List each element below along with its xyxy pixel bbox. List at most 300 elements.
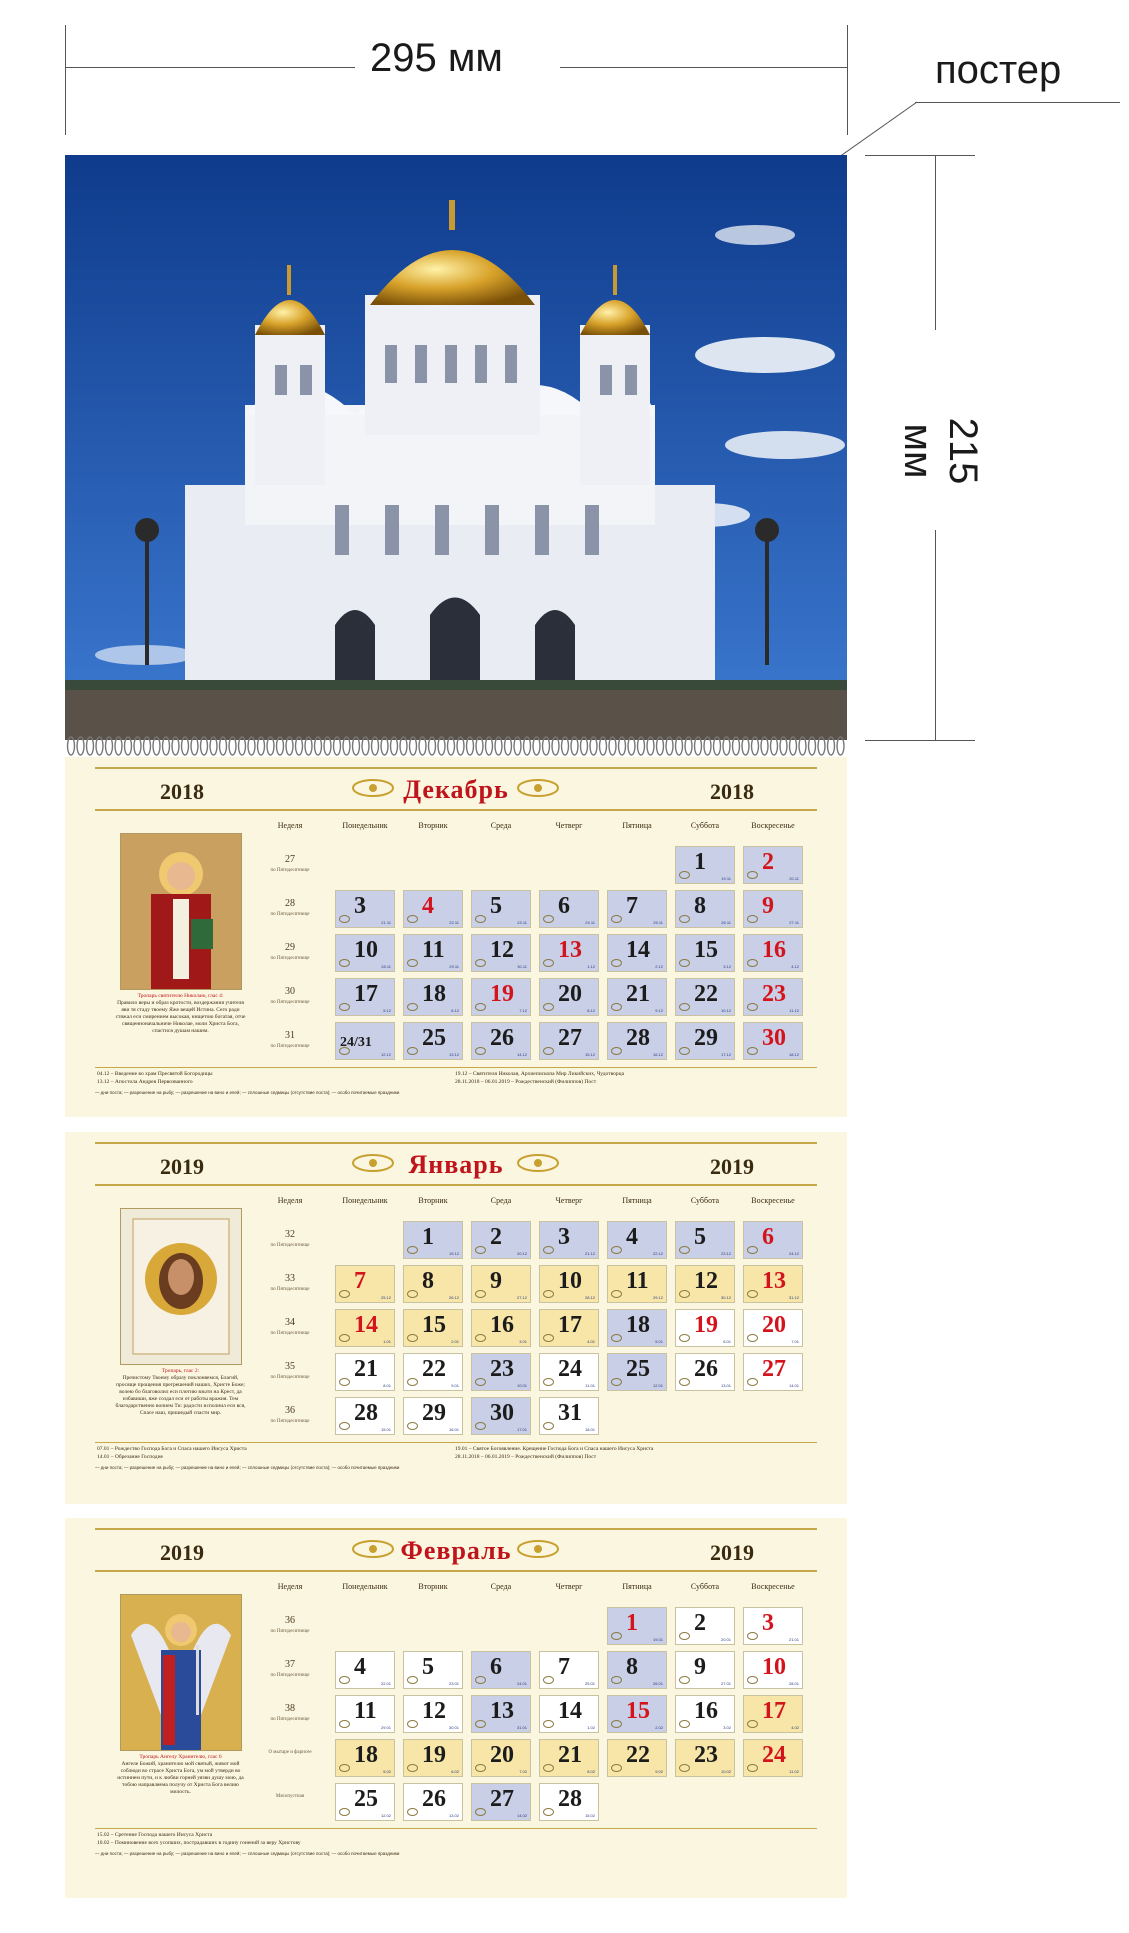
old-style-date: 10.01 xyxy=(516,1383,527,1388)
fast-marker-icon xyxy=(611,959,622,967)
old-style-date: 25.11 xyxy=(653,920,663,925)
day-number: 3 xyxy=(354,893,366,919)
day-cell[interactable] xyxy=(471,890,531,928)
fast-marker-icon xyxy=(339,915,350,923)
day-number: 23 xyxy=(762,981,786,1007)
fast-marker-icon xyxy=(543,1334,554,1342)
old-style-date: 11.01 xyxy=(585,1383,595,1388)
day-cell[interactable] xyxy=(335,1022,395,1060)
weekday-header: Суббота xyxy=(690,1196,720,1205)
fast-marker-icon xyxy=(475,1246,486,1254)
spiral-ring xyxy=(106,737,113,755)
old-style-date: 15.12 xyxy=(584,1052,595,1057)
old-style-date: 3.02 xyxy=(723,1725,731,1730)
feasts-border xyxy=(95,1067,817,1068)
fast-marker-icon xyxy=(543,1246,554,1254)
weekday-header: Вторник xyxy=(418,821,448,830)
day-cell[interactable] xyxy=(539,1265,599,1303)
day-cell[interactable] xyxy=(403,1309,463,1347)
day-cell[interactable] xyxy=(335,1397,395,1435)
month-title: Январь xyxy=(408,1150,504,1179)
day-cell[interactable] xyxy=(539,1221,599,1259)
month-sheet-0 xyxy=(65,757,847,1117)
week-subtitle: по Пятидесятнице xyxy=(270,1044,310,1049)
day-cell[interactable] xyxy=(403,1265,463,1303)
day-number: 22 xyxy=(694,981,718,1007)
feast-line: 14.01 – Обрезание Господне xyxy=(97,1454,163,1460)
day-cell[interactable] xyxy=(607,978,667,1016)
week-number: 33 xyxy=(285,1273,295,1284)
day-number: 8 xyxy=(626,1654,638,1680)
troparion-title: Тропарь святителю Николаю, глас 4: xyxy=(137,993,224,999)
day-number: 26 xyxy=(490,1025,514,1051)
day-cell[interactable] xyxy=(403,1353,463,1391)
old-style-date: 2.02 xyxy=(655,1725,663,1730)
old-style-date: 5.12 xyxy=(383,1008,391,1013)
old-style-date: 21.01 xyxy=(788,1637,799,1642)
old-style-date: 24.11 xyxy=(585,920,595,925)
month-title: Февраль xyxy=(400,1536,512,1565)
old-style-date: 11.02 xyxy=(789,1769,799,1774)
day-cell[interactable] xyxy=(335,978,395,1016)
old-style-date: 15.02 xyxy=(584,1813,595,1818)
week-label xyxy=(260,1361,320,1383)
day-cell[interactable] xyxy=(607,1265,667,1303)
week-label xyxy=(260,1703,320,1725)
spiral-ring xyxy=(571,737,578,755)
weekday-header: Вторник xyxy=(418,1582,448,1591)
day-cell[interactable] xyxy=(675,1221,735,1259)
day-number: 13 xyxy=(762,1268,786,1294)
day-cell[interactable] xyxy=(471,1739,531,1777)
old-style-date: 26.12 xyxy=(448,1295,459,1300)
old-style-date: 8.02 xyxy=(587,1769,595,1774)
day-number: 3 xyxy=(762,1610,774,1636)
week-label xyxy=(260,1229,320,1251)
spiral-ring xyxy=(419,737,426,755)
day-cell[interactable] xyxy=(403,1022,463,1060)
day-number: 28 xyxy=(558,1786,582,1812)
day-cell[interactable] xyxy=(743,1265,803,1303)
day-cell[interactable] xyxy=(743,1607,803,1645)
spiral-ring xyxy=(324,737,331,755)
day-cell[interactable] xyxy=(675,1353,735,1391)
old-style-date: 7.01 xyxy=(791,1339,799,1344)
weekday-header: Пятница xyxy=(622,821,652,830)
day-cell[interactable] xyxy=(335,1309,395,1347)
day-cell[interactable] xyxy=(471,1353,531,1391)
day-cell[interactable] xyxy=(607,934,667,972)
day-number: 26 xyxy=(422,1786,446,1812)
day-cell[interactable] xyxy=(539,1695,599,1733)
fast-marker-icon xyxy=(475,1047,486,1055)
week-number: 30 xyxy=(285,986,295,997)
spiral-ring xyxy=(172,737,179,755)
day-number: 19 xyxy=(422,1742,446,1768)
day-cell[interactable] xyxy=(403,1739,463,1777)
fast-marker-icon xyxy=(747,1378,758,1386)
fast-marker-icon xyxy=(747,871,758,879)
day-number: 4 xyxy=(422,893,434,919)
old-style-date: 1.12 xyxy=(587,964,595,969)
spiral-ring xyxy=(220,737,227,755)
fast-marker-icon xyxy=(339,1422,350,1430)
day-cell[interactable] xyxy=(471,934,531,972)
spiral-binding xyxy=(65,735,847,757)
day-number: 28 xyxy=(626,1025,650,1051)
day-number: 4 xyxy=(354,1654,366,1680)
day-cell[interactable] xyxy=(539,1022,599,1060)
fast-marker-icon xyxy=(407,915,418,923)
spiral-ring xyxy=(400,737,407,755)
day-cell[interactable] xyxy=(607,1022,667,1060)
day-cell[interactable] xyxy=(403,1397,463,1435)
spiral-ring xyxy=(125,737,132,755)
day-cell[interactable] xyxy=(471,978,531,1016)
day-number: 27 xyxy=(762,1356,786,1382)
old-style-date: 20.11 xyxy=(789,876,799,881)
day-cell[interactable] xyxy=(607,1651,667,1689)
day-cell[interactable] xyxy=(335,1783,395,1821)
height-dimension-line-top xyxy=(935,155,936,330)
day-number: 2 xyxy=(490,1224,502,1250)
day-number: 21 xyxy=(354,1356,378,1382)
feast-line: 28.11.2018 – 06.01.2019 – Рождественский (Филиппов) Пост xyxy=(455,1454,597,1460)
week-number: 32 xyxy=(285,1229,295,1240)
day-number: 11 xyxy=(422,937,445,963)
fast-marker-icon xyxy=(747,1003,758,1011)
feasts-border xyxy=(95,1828,817,1829)
day-cell[interactable] xyxy=(743,934,803,972)
old-style-date: 18.01 xyxy=(584,1427,595,1432)
spiral-ring xyxy=(486,737,493,755)
week-column-header: Неделя xyxy=(277,821,303,830)
week-label xyxy=(260,1791,320,1802)
old-style-date: 13.01 xyxy=(720,1383,731,1388)
spiral-ring xyxy=(77,737,84,755)
year-right: 2019 xyxy=(710,1540,754,1565)
fast-marker-icon xyxy=(747,1047,758,1055)
day-cell[interactable] xyxy=(539,1397,599,1435)
old-style-date: 6.01 xyxy=(723,1339,731,1344)
spiral-ring xyxy=(182,737,189,755)
feast-line: 07.01 – Рождество Господа Бога и Спаса нашего Иисуса Христа xyxy=(97,1446,247,1452)
day-number: 24/31 xyxy=(340,1035,372,1050)
day-cell[interactable] xyxy=(743,1739,803,1777)
day-number: 17 xyxy=(558,1312,582,1338)
day-cell[interactable] xyxy=(675,978,735,1016)
day-cell[interactable] xyxy=(607,1221,667,1259)
day-cell[interactable] xyxy=(743,978,803,1016)
day-cell[interactable] xyxy=(403,1695,463,1733)
spiral-ring xyxy=(201,737,208,755)
week-subtitle: по Пятидесятнице xyxy=(270,1331,310,1336)
day-cell[interactable] xyxy=(403,978,463,1016)
day-cell[interactable] xyxy=(607,1309,667,1347)
old-style-date: 3.01 xyxy=(519,1339,527,1344)
day-cell[interactable] xyxy=(607,1739,667,1777)
day-cell[interactable] xyxy=(743,846,803,884)
fast-marker-icon xyxy=(747,1764,758,1772)
old-style-date: 3.12 xyxy=(723,964,731,969)
day-number: 24 xyxy=(558,1356,582,1382)
fast-marker-icon xyxy=(679,1290,690,1298)
day-cell[interactable] xyxy=(539,1739,599,1777)
spiral-ring xyxy=(733,737,740,755)
feast-line: 13.12 – Апостола Андрея Первозванного xyxy=(97,1079,193,1085)
day-cell[interactable] xyxy=(335,1265,395,1303)
day-cell[interactable] xyxy=(471,1783,531,1821)
day-cell[interactable] xyxy=(743,1022,803,1060)
day-number: 15 xyxy=(626,1698,650,1724)
day-cell[interactable] xyxy=(675,890,735,928)
cathedral-photo xyxy=(65,155,847,740)
old-style-date: 7.02 xyxy=(519,1769,527,1774)
old-style-date: 28.01 xyxy=(788,1681,799,1686)
day-cell[interactable] xyxy=(675,1651,735,1689)
day-number: 31 xyxy=(558,1400,582,1426)
fast-marker-icon xyxy=(475,1808,486,1816)
old-style-date: 9.02 xyxy=(655,1769,663,1774)
week-label xyxy=(260,1317,320,1339)
fast-marker-icon xyxy=(475,1764,486,1772)
day-number: 12 xyxy=(694,1268,718,1294)
old-style-date: 20.01 xyxy=(720,1637,731,1642)
day-cell[interactable] xyxy=(471,1397,531,1435)
day-cell[interactable] xyxy=(539,1783,599,1821)
fast-marker-icon xyxy=(679,871,690,879)
day-cell[interactable] xyxy=(675,1607,735,1645)
day-number: 14 xyxy=(354,1312,378,1338)
spiral-ring xyxy=(628,737,635,755)
spiral-ring xyxy=(552,737,559,755)
spiral-ring xyxy=(657,737,664,755)
fast-marker-icon xyxy=(475,1003,486,1011)
troparion-text: Ангеле Божий, хранителю мой святый, живот мой соблюди во страсе Христа Бога, ум мой утверди во истиннем пути, и к любви горней уязви душу мою, да тобою направляема получу от Христа Бога велию милость. xyxy=(117,1761,244,1795)
fast-marker-icon xyxy=(543,1720,554,1728)
fast-marker-icon xyxy=(407,1720,418,1728)
spiral-ring xyxy=(334,737,341,755)
old-style-date: 21.11 xyxy=(381,920,391,925)
day-cell[interactable] xyxy=(471,1265,531,1303)
spiral-ring xyxy=(429,737,436,755)
day-cell[interactable] xyxy=(471,1695,531,1733)
week-subtitle: по Пятидесятнице xyxy=(270,1629,310,1634)
day-cell[interactable] xyxy=(675,1739,735,1777)
fast-marker-icon xyxy=(407,1676,418,1684)
day-number: 18 xyxy=(626,1312,650,1338)
fast-marker-icon xyxy=(679,1047,690,1055)
day-cell[interactable] xyxy=(471,1221,531,1259)
fast-marker-icon xyxy=(407,1246,418,1254)
spiral-ring xyxy=(438,737,445,755)
fast-marker-icon xyxy=(679,1378,690,1386)
feasts-left xyxy=(97,1445,437,1461)
fast-marker-icon xyxy=(611,1720,622,1728)
old-style-date: 24.01 xyxy=(516,1681,527,1686)
old-style-date: 1.02 xyxy=(587,1725,595,1730)
day-number: 18 xyxy=(354,1742,378,1768)
year-right: 2018 xyxy=(710,779,754,804)
day-cell[interactable] xyxy=(539,1353,599,1391)
spiral-ring xyxy=(372,737,379,755)
day-cell[interactable] xyxy=(403,1783,463,1821)
day-cell[interactable] xyxy=(675,1309,735,1347)
day-number: 29 xyxy=(694,1025,718,1051)
weekday-header: Пятница xyxy=(622,1582,652,1591)
spiral-ring xyxy=(761,737,768,755)
day-cell[interactable] xyxy=(675,934,735,972)
day-cell[interactable] xyxy=(743,1695,803,1733)
day-cell[interactable] xyxy=(743,1221,803,1259)
day-number: 23 xyxy=(694,1742,718,1768)
weekday-header: Среда xyxy=(490,821,512,830)
day-number: 1 xyxy=(422,1224,434,1250)
day-cell[interactable] xyxy=(539,1651,599,1689)
fast-marker-icon xyxy=(475,1334,486,1342)
day-cell[interactable] xyxy=(743,890,803,928)
old-style-date: 4.12 xyxy=(791,964,799,969)
old-style-date: 28.12 xyxy=(584,1295,595,1300)
fast-marker-icon xyxy=(475,1422,486,1430)
spiral-ring xyxy=(362,737,369,755)
old-style-date: 4.02 xyxy=(791,1725,799,1730)
old-style-date: 4.01 xyxy=(587,1339,595,1344)
spiral-ring xyxy=(562,737,569,755)
fast-marker-icon xyxy=(747,1632,758,1640)
day-cell[interactable] xyxy=(403,1221,463,1259)
spiral-ring xyxy=(476,737,483,755)
old-style-date: 29.01 xyxy=(380,1725,391,1730)
weekday-header: Воскресенье xyxy=(751,821,795,830)
day-cell[interactable] xyxy=(335,1353,395,1391)
spiral-ring xyxy=(771,737,778,755)
day-number: 16 xyxy=(490,1312,514,1338)
day-number: 9 xyxy=(694,1654,706,1680)
fast-marker-icon xyxy=(679,959,690,967)
spiral-ring xyxy=(809,737,816,755)
day-number: 20 xyxy=(490,1742,514,1768)
day-number: 19 xyxy=(694,1312,718,1338)
week-subtitle: по Пятидесятнице xyxy=(270,1419,310,1424)
day-cell[interactable] xyxy=(539,1309,599,1347)
day-cell[interactable] xyxy=(743,1353,803,1391)
spiral-ring xyxy=(524,737,531,755)
old-style-date: 29.11 xyxy=(449,964,459,969)
day-cell[interactable] xyxy=(743,1651,803,1689)
day-cell[interactable] xyxy=(675,846,735,884)
day-cell[interactable] xyxy=(335,1695,395,1733)
spiral-ring xyxy=(258,737,265,755)
day-cell[interactable] xyxy=(607,1607,667,1645)
weekday-header: Понедельник xyxy=(342,821,388,830)
sheet-header-border xyxy=(95,1184,817,1186)
sheet-header-border xyxy=(95,809,817,811)
sheet-top-border xyxy=(95,1142,817,1144)
day-number: 17 xyxy=(762,1698,786,1724)
day-cell[interactable] xyxy=(335,1739,395,1777)
day-cell[interactable] xyxy=(403,934,463,972)
fast-marker-icon xyxy=(611,1764,622,1772)
week-number: 38 xyxy=(285,1703,295,1714)
fast-marker-icon xyxy=(543,1676,554,1684)
day-cell[interactable] xyxy=(539,978,599,1016)
day-cell[interactable] xyxy=(539,890,599,928)
day-number: 11 xyxy=(354,1698,377,1724)
fast-marker-icon xyxy=(611,915,622,923)
fast-marker-icon xyxy=(339,1290,350,1298)
spiral-ring xyxy=(533,737,540,755)
day-cell[interactable] xyxy=(675,1695,735,1733)
fast-marker-icon xyxy=(611,1290,622,1298)
spiral-ring xyxy=(752,737,759,755)
day-cell[interactable] xyxy=(607,1353,667,1391)
day-number: 28 xyxy=(354,1400,378,1426)
weekday-header: Воскресенье xyxy=(751,1582,795,1591)
fast-marker-icon xyxy=(475,1720,486,1728)
troparion-title: Тропарь, глас 2: xyxy=(161,1368,200,1374)
week-subtitle: по Пятидесятнице xyxy=(270,1673,310,1678)
day-number: 15 xyxy=(694,937,718,963)
sheet-top-border xyxy=(95,1528,817,1530)
day-cell[interactable] xyxy=(335,934,395,972)
day-cell[interactable] xyxy=(403,1651,463,1689)
old-style-date: 1.01 xyxy=(383,1339,391,1344)
old-style-date: 2.01 xyxy=(451,1339,459,1344)
day-number: 6 xyxy=(558,893,570,919)
day-number: 13 xyxy=(558,937,582,963)
feasts-left xyxy=(97,1070,437,1086)
day-cell[interactable] xyxy=(471,1309,531,1347)
fast-marker-icon xyxy=(611,1334,622,1342)
day-cell[interactable] xyxy=(743,1309,803,1347)
fast-marker-icon xyxy=(475,915,486,923)
spiral-ring xyxy=(163,737,170,755)
spiral-ring xyxy=(600,737,607,755)
old-style-date: 9.01 xyxy=(451,1383,459,1388)
day-cell[interactable] xyxy=(675,1022,735,1060)
year-left: 2018 xyxy=(160,779,204,804)
weekday-header: Понедельник xyxy=(342,1196,388,1205)
day-cell[interactable] xyxy=(403,890,463,928)
feast-line: 28.11.2018 – 06.01.2019 – Рождественский (Филиппов) Пост xyxy=(455,1079,597,1085)
legend: — дни поста; — разрешение на рыбу; — разрешение на вино и елей; — сплошные седмицы (отсутствие поста); — особо почитаемые праздники xyxy=(95,1465,400,1470)
spiral-ring xyxy=(714,737,721,755)
weekday-header: Четверг xyxy=(555,1196,583,1205)
day-cell[interactable] xyxy=(539,934,599,972)
day-cell[interactable] xyxy=(607,890,667,928)
fast-marker-icon xyxy=(407,1808,418,1816)
day-cell[interactable] xyxy=(335,890,395,928)
old-style-date: 6.02 xyxy=(451,1769,459,1774)
fast-marker-icon xyxy=(611,1676,622,1684)
day-cell[interactable] xyxy=(471,1022,531,1060)
old-style-date: 25.01 xyxy=(584,1681,595,1686)
day-number: 1 xyxy=(694,849,706,875)
spiral-ring xyxy=(514,737,521,755)
troparion xyxy=(113,993,248,1035)
fast-marker-icon xyxy=(339,1378,350,1386)
day-cell[interactable] xyxy=(335,1651,395,1689)
day-cell[interactable] xyxy=(607,1695,667,1733)
day-cell[interactable] xyxy=(471,1651,531,1689)
day-cell[interactable] xyxy=(675,1265,735,1303)
feasts-right xyxy=(455,1445,815,1461)
day-number: 3 xyxy=(558,1224,570,1250)
day-number: 21 xyxy=(558,1742,582,1768)
old-style-date: 19.01 xyxy=(652,1637,663,1642)
spiral-ring xyxy=(87,737,94,755)
